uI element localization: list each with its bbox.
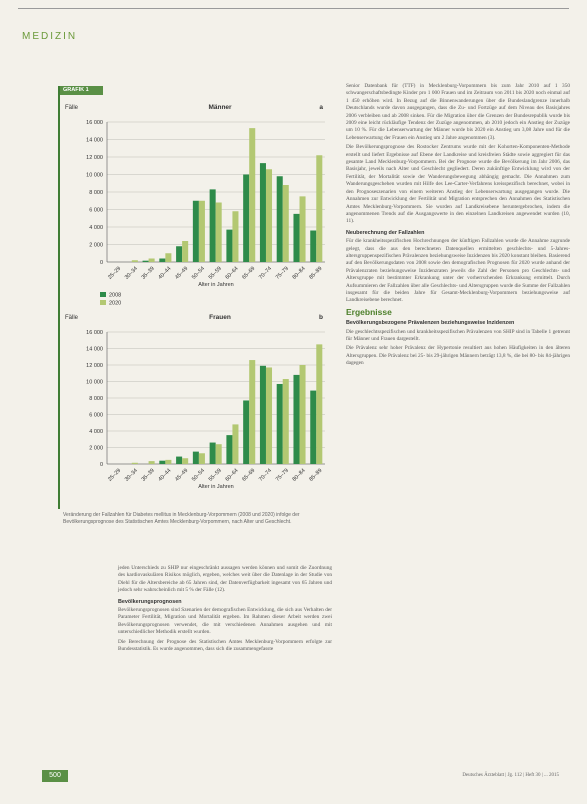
page-number: 500 <box>42 770 68 782</box>
x-tick-label: 60–64 <box>224 467 240 483</box>
y-axis-label: Fälle <box>65 315 79 321</box>
y-tick-label: 12 000 <box>86 155 103 161</box>
x-tick-label: 45–49 <box>174 265 190 281</box>
bar-2020 <box>199 453 205 464</box>
bar-2008 <box>193 452 199 464</box>
bar-2020 <box>199 201 205 262</box>
y-tick-label: 8 000 <box>89 396 103 402</box>
x-tick-label: 40–44 <box>157 467 173 483</box>
bar-2008 <box>260 163 266 262</box>
bar-2008 <box>210 443 216 464</box>
x-tick-label: 85–89 <box>308 265 324 281</box>
bar-2008 <box>260 366 266 464</box>
bar-2020 <box>249 128 255 262</box>
y-tick-label: 16 000 <box>86 330 103 336</box>
header-rule <box>18 8 569 9</box>
left-column-heading: Bevölkerungsprognosen <box>118 598 182 605</box>
x-tick-label: 65–69 <box>241 467 257 483</box>
x-tick-label: 25–29 <box>107 265 123 281</box>
x-tick-label: 60–64 <box>224 265 240 281</box>
bar-2008 <box>176 246 182 262</box>
x-tick-label: 80–84 <box>291 467 307 483</box>
x-tick-label: 75–79 <box>274 467 290 483</box>
x-tick-label: 55–59 <box>207 265 223 281</box>
x-tick-label: 75–79 <box>274 265 290 281</box>
bar-2020 <box>216 444 222 464</box>
y-tick-label: 12 000 <box>86 363 103 369</box>
y-tick-label: 2 000 <box>89 445 103 452</box>
y-tick-label: 4 000 <box>89 225 103 231</box>
bar-2008 <box>159 461 165 464</box>
bar-2008 <box>176 457 182 464</box>
bar-2008 <box>193 201 199 262</box>
bar-2008 <box>226 435 232 464</box>
bar-2020 <box>149 461 155 464</box>
x-tick-label: 50–54 <box>190 467 207 483</box>
bar-2020 <box>182 458 188 464</box>
bar-2020 <box>165 460 171 464</box>
bar-2020 <box>249 360 255 464</box>
left-column-paragraph: Bevölkerungsprognosen sind Szenarien der demografischen Entwicklung, die sich aus Verhalten der Parameter Fertilität, Migration und Mortalität ergeben. Im Rahmen dieser Arbeit werden zwei Bevölkerungsprognosen verwendet, die mit verschiedenen Annahmen ausgehen und mit unterschiedlicher Methodik erstellt wurden. <box>118 607 332 636</box>
bar-2008 <box>277 384 283 464</box>
bar-2008 <box>277 176 283 262</box>
y-tick-label: 10 000 <box>86 172 103 179</box>
panel-title: Frauen <box>209 314 231 321</box>
journal-footer: Deutsches Ärzteblatt | Jg. 112 | Heft 30 | ... 2015 <box>462 773 559 778</box>
legend-label: 2020 <box>109 300 122 307</box>
bar-2020 <box>232 211 238 262</box>
x-tick-label: 80–84 <box>291 265 307 281</box>
left-column-paragraph: Die Berechnung der Prognose des Statistischen Amtes Mecklenburg-Vorpommern erfolgte zur Bundesstatistik. Es wurde angenommen, dass sich die zusammengefasste <box>118 638 332 653</box>
right-column-paragraph: Die Bevölkerungsprognose des Rostocker Zentrums wurde mit der Kohorten-Komponenten-Methode erstellt und liefert Ergebnisse auf Ebene der Landkreise und kreisfreien Städte sowie aggregiert für das gesamte Land Mecklenburg-Vorpommern. Bei der Prognose wurde die Bevölkerung im Jahr 2006, das Basisjahr, jeweils nach Alter und Geschlecht gegliedert. Deren zukünftige Entwicklung wird von der Fertilität, der Mortalität sowie der Wanderungsbewegung abhängig gemacht. Die Annahmen zum Wanderungsgeschehen wurden mit Hilfe des Lee-Carter-Verfahrens kreisspezifisch berechnet, wobei in den Prognoseszenarien von einem weiteren Anstieg der Lebenserwartung ausgegangen wurde. Die Annahmen zur Entwicklung der Fertilität und Migration entsprechen den Annahmen des Statistischen Amtes Mecklenburg-Vorpommern. Sie wurden auf Landkreisebene heruntergebrochen, indem die angenommenen Trends auf die Ausgangswerte in den einzelnen Landkreisen angewendet wurden (10, 11). <box>346 144 570 225</box>
bar-2020 <box>132 463 138 464</box>
right-column-heading: Bevölkerungsbezogene Prävalenzen beziehungsweise Inzidenzen <box>346 320 515 327</box>
legend-label: 2008 <box>109 292 122 299</box>
bar-2008 <box>310 231 316 263</box>
y-tick-label: 6 000 <box>89 412 103 419</box>
bar-2020 <box>232 424 238 464</box>
bar-2020 <box>149 259 155 263</box>
panel-letter: b <box>319 314 323 321</box>
figure-tag: GRAFIK 1 <box>60 86 103 95</box>
right-column-heading: Neuberechnung der Fallzahlen <box>346 229 425 236</box>
x-tick-label: 40–44 <box>157 265 173 281</box>
panel-letter: a <box>319 104 323 111</box>
bar-2008 <box>310 391 316 464</box>
x-tick-label: 25–29 <box>107 467 123 483</box>
bar-2020 <box>216 203 222 263</box>
bar-2020 <box>316 344 322 464</box>
panel-title: Männer <box>208 104 232 111</box>
x-tick-label: 70–74 <box>258 265 274 281</box>
x-tick-label: 35–39 <box>140 467 156 483</box>
bar-2008 <box>143 261 149 262</box>
bar-2020 <box>283 185 289 262</box>
bar-2020 <box>300 365 306 464</box>
bar-2008 <box>243 175 249 263</box>
right-text-column <box>346 83 570 370</box>
bar-2020 <box>182 241 188 262</box>
y-tick-label: 8 000 <box>89 190 103 196</box>
y-tick-label: 16 000 <box>86 120 103 126</box>
right-column-paragraph: Für die krankheitsspezifischen Hochrechnungen der künftigen Fallzahlen wurde die Annahme zugrunde gelegt, dass die aus den berechneten Datenquellen ermittelten geschlechts- und 5-Jahres-altersgruppenspezifischen Prävalenzen beziehungsweise Inzidenzen bis 2020 konstant bleiben. Basierend auf den Bevölkerungsdaten von 2008 sowie den demografischen Prognosen für 2020 wurde anhand der Prävalenzraten beziehungsweise Inzidenzraten jeweils die Zahl der Personen pro Geschlechts- und Altersgruppe mit bestimmter Erkrankung unter der vorherrschenden Erkrankung ermittelt. Durch Aufsummieren der Fallzahlen über alle Geschlechts- und Altersgruppen wurde die Summe der Fallzahlen insgesamt für die beiden Jahre für Gesamt-Mecklenburg-Vorpommern beziehungsweise auf Landkreisebene berechnet. <box>346 238 570 304</box>
bar-2020 <box>266 169 272 262</box>
legend-swatch <box>100 292 106 297</box>
x-tick-label: 45–49 <box>174 467 190 483</box>
legend-swatch <box>100 300 106 305</box>
x-tick-label: 35–39 <box>140 265 156 281</box>
x-tick-label: 85–89 <box>308 467 324 483</box>
right-column-paragraph: Die Prävalenz sehr hoher Prävalenz der Hypertonie resultiert aus hohen Häufigkeiten in den älteren Altersgruppen. Die Prävalenz bei 25- bis 29-jährigen Männern beträgt 13,8 %, die bei 80- bis 84-jährigen dagegen <box>346 345 570 367</box>
left-text-column <box>118 565 332 655</box>
x-tick-label: 30–34 <box>123 467 139 483</box>
x-tick-label: 65–69 <box>241 265 257 281</box>
bar-2020 <box>316 155 322 262</box>
x-tick-label: 30–34 <box>123 265 139 281</box>
right-column-paragraph: Senior Datenbank für (TTF) in Mecklenburg-Vorpommern bis zum Jahr 2010 auf 1 350 schwangerschaftsbedingte Kinder pro 1 000 Frauen und im Zeitraum von 2011 bis 2020 noch einmal auf 1 450 erhöhen wird. In Bezug auf die Binnenwanderungen über die Bundeslandgrenze innerhalb Deutschlands wurde davon ausgegangen, dass die Zu- und Fortzüge auf dem Niveau des Basisjahres 2006 verbleiben und ab 2008 sinken. Für die Migration über die Grenzen der Bundesrepublik wurde bis 2009 eine leicht rückläufige Tendenz der Zuzüge angenommen, ab 2010 jedoch ein Anstieg der Zuzüge um 10 %. Für die Lebenserwartung der Männer wurde bis 2020 ein Anstieg um 3,08 Jahre und für die Lebenserwartung der Frauen ein Anstieg um 2 Jahre angenommen (3). <box>346 83 570 141</box>
right-column-heading: Ergebnisse <box>346 306 392 317</box>
bar-2020 <box>283 379 289 464</box>
bar-chart-figure <box>62 86 333 507</box>
y-tick-label: 14 000 <box>86 137 103 144</box>
bar-2020 <box>266 367 272 464</box>
bar-2008 <box>210 189 216 262</box>
left-column-paragraph: jeden Unterschieds zu SHIP nur eingeschränkt aussagen werden können und somit die Zuordnung des kardiovaskulären Risikos möglich, ergeben, welches weit über die Datenlage in der Studie von Diehl für die Altersbereiche ab 65 Jahren sind, der Datenverfügbarkeit ingesamt von 65 Jahren und jedoch sehr wahrscheinlich mit 5 % der Fälle (12). <box>118 565 332 594</box>
x-axis-label: Alter in Jahren <box>198 484 234 490</box>
section-label: MEDIZIN <box>22 31 78 42</box>
figure-caption: Veränderung der Fallzahlen für Diabetes mellitus in Mecklenburg-Vorpommern (2008 und 2020) infolge der Bevölkerungsprognose des Statistischen Amtes Mecklenburg-Vorpommern, nach Alter und Geschlecht. <box>63 512 300 525</box>
bar-2008 <box>226 230 232 262</box>
bar-2008 <box>243 400 249 464</box>
figure-panel <box>58 86 333 509</box>
bar-2008 <box>293 375 299 464</box>
right-column-paragraph: Die geschlechtsspezifischen und krankheitsspezifischen Prävalenzen von SHIP sind in Tabelle 1 getrennt für Männer und Frauen dargestellt. <box>346 328 570 342</box>
y-tick-label: 2 000 <box>89 242 103 249</box>
bar-2020 <box>132 260 138 262</box>
y-tick-label: 0 <box>99 260 103 266</box>
y-tick-label: 0 <box>99 462 103 468</box>
y-tick-label: 14 000 <box>86 346 103 353</box>
y-axis-label: Fälle <box>65 105 79 111</box>
x-tick-label: 55–59 <box>207 467 223 483</box>
x-tick-label: 50–54 <box>190 265 207 281</box>
bar-2008 <box>159 259 165 263</box>
bar-2008 <box>293 214 299 262</box>
y-tick-label: 4 000 <box>89 429 103 435</box>
bar-2020 <box>300 196 306 262</box>
x-tick-label: 70–74 <box>258 467 274 483</box>
y-tick-label: 10 000 <box>86 379 103 386</box>
bar-2020 <box>165 253 171 262</box>
y-tick-label: 6 000 <box>89 207 103 214</box>
x-axis-label: Alter in Jahren <box>198 282 234 288</box>
